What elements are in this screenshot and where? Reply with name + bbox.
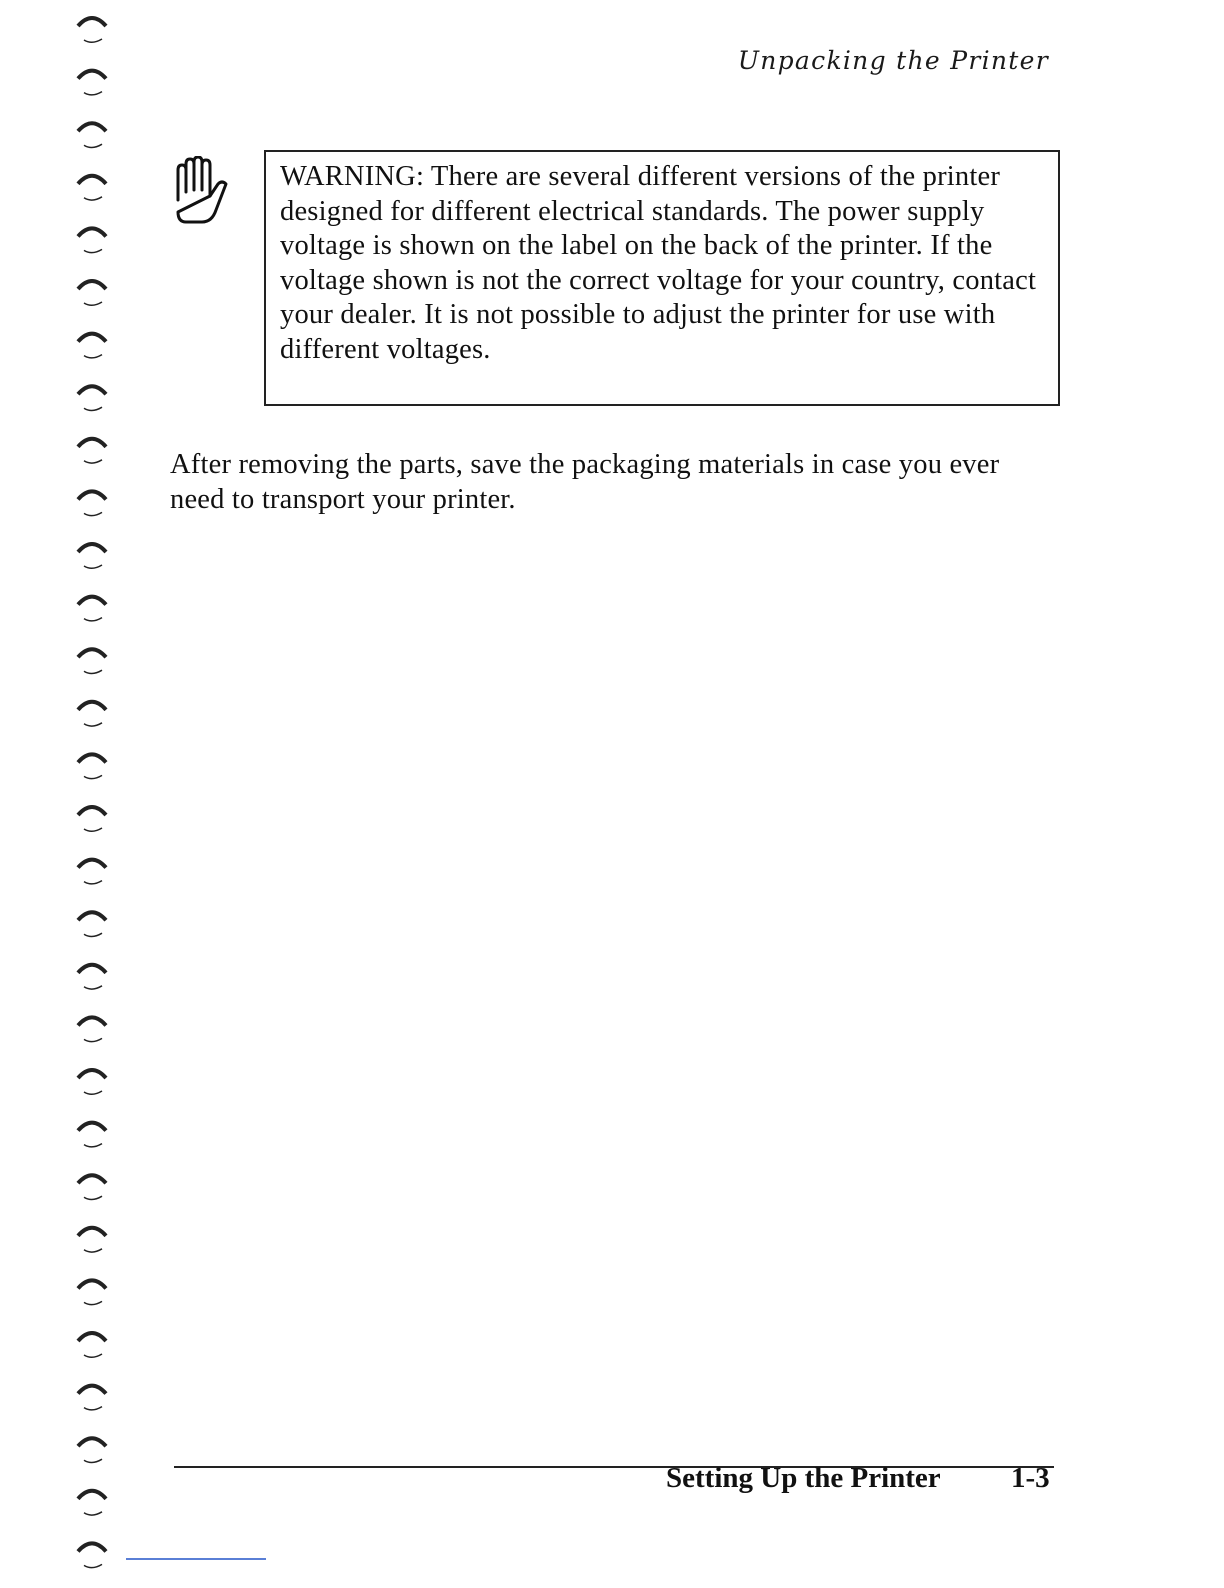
binding-ring-top (78, 1333, 106, 1341)
binding-ring-top (78, 860, 106, 868)
warning-callout (264, 150, 1060, 406)
binding-ring-bottom (84, 144, 102, 147)
binding-ring-bottom (84, 39, 102, 42)
binding-ring-bottom (84, 407, 102, 410)
binding-ring-top (78, 544, 106, 552)
stop-hand-icon (168, 156, 242, 230)
binding-ring-bottom (84, 933, 102, 936)
binding-ring-top (78, 1017, 106, 1025)
binding-ring-top (78, 807, 106, 815)
binding-ring-top (78, 1491, 106, 1499)
binding-ring-top (78, 1070, 106, 1078)
binding-ring-bottom (84, 1564, 102, 1567)
binding-ring-bottom (84, 512, 102, 515)
binding-ring-bottom (84, 1407, 102, 1410)
binding-ring-top (78, 702, 106, 710)
running-head-title: Unpacking the Printer (737, 46, 1049, 75)
spiral-binding (70, 0, 120, 1584)
binding-ring-bottom (84, 1301, 102, 1304)
binding-ring-bottom (84, 1091, 102, 1094)
binding-ring-top (78, 912, 106, 920)
binding-ring-bottom (84, 1038, 102, 1041)
binding-ring-bottom (84, 1459, 102, 1462)
binding-ring-top (78, 334, 106, 342)
binding-ring-top (78, 597, 106, 605)
binding-ring-top (78, 1228, 106, 1236)
binding-ring-top (78, 18, 106, 26)
binding-ring-bottom (84, 1196, 102, 1199)
bottom-edge-mark (126, 1558, 266, 1560)
binding-ring-top (78, 1543, 106, 1551)
warning-text: WARNING: There are several different versions of the printer designed for different electrical standards. The power supply voltage is shown on the label on the back of the printer. If the voltage shown is not the correct voltage for your country, contact your dealer. It is not possible to adjust the printer for use with different voltages. (280, 161, 1037, 365)
binding-ring-top (78, 754, 106, 762)
binding-ring-bottom (84, 723, 102, 726)
binding-ring-bottom (84, 775, 102, 778)
binding-ring-bottom (84, 302, 102, 305)
binding-ring-top (78, 71, 106, 79)
footer-page-number: 1-3 (1011, 1462, 1050, 1494)
binding-ring-top (78, 439, 106, 447)
binding-ring-top (78, 1175, 106, 1183)
binding-ring-bottom (84, 355, 102, 358)
binding-ring-bottom (84, 1354, 102, 1357)
binding-ring-bottom (84, 670, 102, 673)
binding-ring-bottom (84, 249, 102, 252)
binding-ring-top (78, 1280, 106, 1288)
binding-ring-bottom (84, 197, 102, 200)
binding-ring-top (78, 228, 106, 236)
binding-ring-top (78, 491, 106, 499)
binding-ring-top (78, 281, 106, 289)
binding-ring-top (78, 1386, 106, 1394)
binding-ring-bottom (84, 828, 102, 831)
binding-ring-bottom (84, 1249, 102, 1252)
binding-ring-bottom (84, 460, 102, 463)
body-paragraph: After removing the parts, save the packaging materials in case you ever need to transport your printer. (170, 449, 1000, 515)
binding-ring-top (78, 1438, 106, 1446)
binding-ring-bottom (84, 1512, 102, 1515)
binding-ring-bottom (84, 1144, 102, 1147)
binding-ring-bottom (84, 881, 102, 884)
footer-section-title: Setting Up the Printer (666, 1462, 941, 1494)
binding-ring-top (78, 176, 106, 184)
binding-ring-bottom (84, 92, 102, 95)
binding-ring-top (78, 649, 106, 657)
binding-ring-top (78, 123, 106, 131)
binding-rings-graphic (70, 0, 120, 1584)
binding-ring-bottom (84, 565, 102, 568)
binding-ring-top (78, 386, 106, 394)
binding-ring-bottom (84, 618, 102, 621)
binding-ring-top (78, 965, 106, 973)
binding-ring-bottom (84, 986, 102, 989)
binding-ring-top (78, 1123, 106, 1131)
